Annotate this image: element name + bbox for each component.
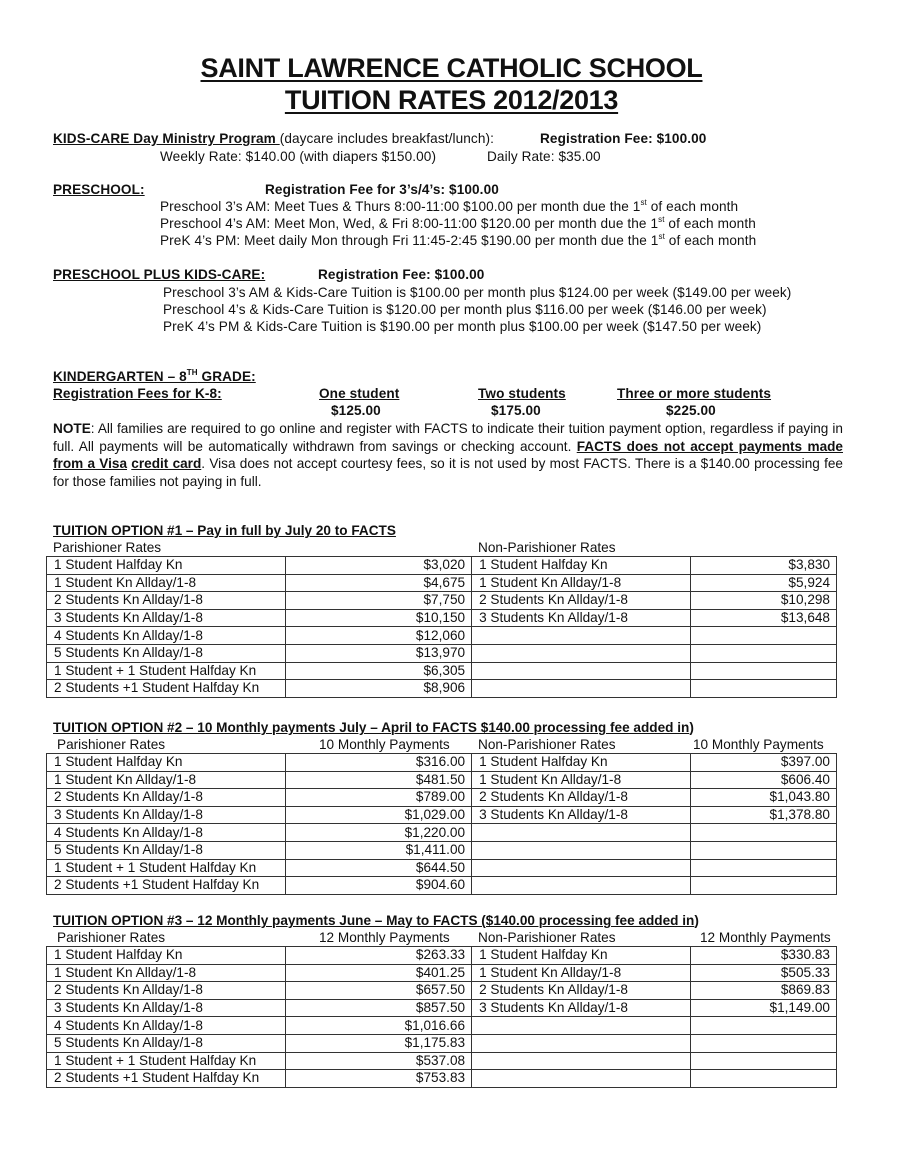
preschool-item: Preschool 4’s AM: Meet Mon, Wed, & Fri 8:00-11:00 $120.00 per month due the 1st of each month	[160, 215, 756, 231]
option-3-rates-table	[46, 946, 837, 1088]
option-2-title: TUITION OPTION #2 – 10 Monthly payments July – April to FACTS $140.00 processing fee added in)	[53, 720, 694, 735]
table-row: 1 Student + 1 Student Halfday Kn $644.50	[47, 859, 837, 877]
table-row: 1 Student Halfday Kn $3,020 1 Student Halfday Kn $3,830	[47, 557, 837, 575]
table-row: 4 Students Kn Allday/1-8 $1,016.66	[47, 1017, 837, 1035]
table-row: 2 Students Kn Allday/1-8 $657.50 2 Students Kn Allday/1-8 $869.83	[47, 982, 837, 1000]
kids-care-registration: Registration Fee: $100.00	[540, 131, 707, 146]
table-row: 4 Students Kn Allday/1-8 $12,060	[47, 627, 837, 645]
table-row: 3 Students Kn Allday/1-8 $857.50 3 Students Kn Allday/1-8 $1,149.00	[47, 999, 837, 1017]
k8-column-two: Two students	[478, 386, 566, 401]
table-row: 1 Student Kn Allday/1-8 $401.25 1 Student Kn Allday/1-8 $505.33	[47, 964, 837, 982]
preschool-item: PreK 4’s PM: Meet daily Mon through Fri 11:45-2:45 $190.00 per month due the 1st of each month	[160, 232, 757, 248]
k8-column-three: Three or more students	[617, 386, 772, 401]
payment-note: NOTE: All families are required to go online and register with FACTS to indicate their tuition payment option, regardless if paying in full. All payments will be automatically withdrawn from savings or checking account. FACTS does not accept payments made from a Visa credit card. Visa does not accept courtesy fees, so it is not used by most FACTS. There is a $140.00 processing fee for those families not paying in full.	[53, 421, 843, 489]
option-2-parishioner-label: Parishioner Rates	[57, 737, 166, 752]
option-2-rates-table	[46, 753, 837, 895]
k8-registration-label: Registration Fees for K-8:	[53, 386, 222, 401]
table-row: 3 Students Kn Allday/1-8 $1,029.00 3 Students Kn Allday/1-8 $1,378.80	[47, 806, 837, 824]
option-2-non-parishioner-label: Non-Parishioner Rates	[478, 737, 616, 752]
k8-fee-two: $175.00	[491, 403, 541, 418]
visa-warning: FACTS does not accept payments made from a Visa	[53, 438, 843, 471]
kids-care-heading: KIDS-CARE Day Ministry Program	[53, 131, 280, 146]
preschool-plus-item: PreK 4’s PM & Kids-Care Tuition is $190.00 per month plus $100.00 per week ($147.50 per week)	[163, 319, 762, 334]
table-row: 2 Students Kn Allday/1-8 $7,750 2 Students Kn Allday/1-8 $10,298	[47, 592, 837, 610]
preschool-plus-item: Preschool 4’s & Kids-Care Tuition is $120.00 per month plus $116.00 per week ($146.00 per week)	[163, 302, 767, 317]
kindergarten-heading: KINDERGARTEN – 8TH GRADE:	[53, 368, 256, 384]
option-1-rates-table	[46, 556, 837, 698]
preschool-plus-registration: Registration Fee: $100.00	[318, 267, 485, 282]
table-row: 5 Students Kn Allday/1-8 $13,970	[47, 644, 837, 662]
k8-fee-one: $125.00	[331, 403, 381, 418]
preschool-heading: PRESCHOOL:	[53, 182, 145, 197]
table-row: 2 Students Kn Allday/1-8 $789.00 2 Students Kn Allday/1-8 $1,043.80	[47, 789, 837, 807]
option-3-parishioner-amount-label: 12 Monthly Payments	[319, 930, 450, 945]
k8-fee-three: $225.00	[666, 403, 716, 418]
table-row: 1 Student Halfday Kn $316.00 1 Student Halfday Kn $397.00	[47, 754, 837, 772]
option-3-non-parishioner-amount-label: 12 Monthly Payments	[700, 930, 831, 945]
option-1-title: TUITION OPTION #1 – Pay in full by July 20 to FACTS	[53, 523, 396, 538]
table-row: 2 Students +1 Student Halfday Kn $8,906	[47, 680, 837, 698]
option-1-non-parishioner-label: Non-Parishioner Rates	[478, 540, 616, 555]
kids-care-line	[53, 131, 494, 146]
table-row: 1 Student + 1 Student Halfday Kn $6,305	[47, 662, 837, 680]
preschool-plus-item: Preschool 3’s AM & Kids-Care Tuition is $100.00 per month plus $124.00 per week ($149.00 per week)	[163, 285, 792, 300]
option-2-parishioner-amount-label: 10 Monthly Payments	[319, 737, 450, 752]
table-row: 5 Students Kn Allday/1-8 $1,175.83	[47, 1034, 837, 1052]
table-row: 1 Student + 1 Student Halfday Kn $537.08	[47, 1052, 837, 1070]
option-3-non-parishioner-label: Non-Parishioner Rates	[478, 930, 616, 945]
kids-care-weekly-rate: Weekly Rate: $140.00 (with diapers $150.00)	[160, 149, 437, 164]
tuition-title: TUITION RATES 2012/2013	[284, 85, 619, 115]
table-row: 2 Students +1 Student Halfday Kn $753.83	[47, 1070, 837, 1088]
school-title: SAINT LAWRENCE CATHOLIC SCHOOL	[200, 53, 703, 83]
option-3-title: TUITION OPTION #3 – 12 Monthly payments June – May to FACTS ($140.00 processing fee added in)	[53, 913, 699, 928]
preschool-registration: Registration Fee for 3’s/4’s: $100.00	[265, 182, 499, 197]
kids-care-description: (daycare includes breakfast/lunch):	[279, 131, 494, 146]
preschool-item: Preschool 3’s AM: Meet Tues & Thurs 8:00-11:00 $100.00 per month due the 1st of each month	[160, 198, 739, 214]
preschool-plus-heading: PRESCHOOL PLUS KIDS-CARE:	[53, 267, 266, 282]
table-row: 1 Student Kn Allday/1-8 $481.50 1 Student Kn Allday/1-8 $606.40	[47, 771, 837, 789]
k8-column-one: One student	[319, 386, 400, 401]
table-row: 1 Student Kn Allday/1-8 $4,675 1 Student Kn Allday/1-8 $5,924	[47, 574, 837, 592]
table-row: 1 Student Halfday Kn $263.33 1 Student Halfday Kn $330.83	[47, 947, 837, 965]
table-row: 5 Students Kn Allday/1-8 $1,411.00	[47, 841, 837, 859]
table-row: 4 Students Kn Allday/1-8 $1,220.00	[47, 824, 837, 842]
table-row: 3 Students Kn Allday/1-8 $10,150 3 Students Kn Allday/1-8 $13,648	[47, 609, 837, 627]
option-3-parishioner-label: Parishioner Rates	[57, 930, 166, 945]
table-row: 2 Students +1 Student Halfday Kn $904.60	[47, 877, 837, 895]
option-2-non-parishioner-amount-label: 10 Monthly Payments	[693, 737, 824, 752]
option-1-parishioner-label: Parishioner Rates	[53, 540, 162, 555]
kids-care-daily-rate: Daily Rate: $35.00	[487, 149, 601, 164]
